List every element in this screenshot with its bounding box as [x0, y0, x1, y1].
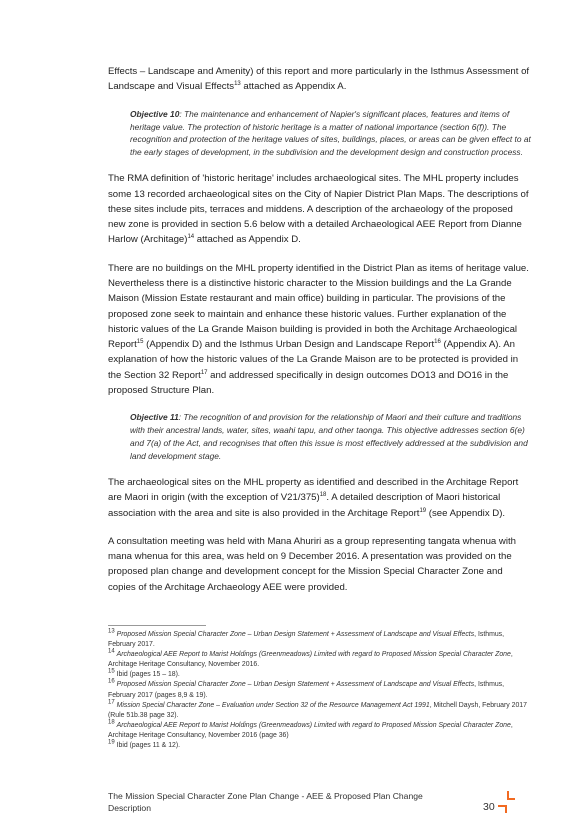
footnote-detail: , Mitchell Daysh, February 2017 (Rule 51b.38 page 32).	[108, 701, 527, 719]
footnote-number: 18	[108, 719, 115, 726]
paragraph-2	[108, 171, 532, 247]
footnote-title: Mission Special Character Zone – Evaluation under Section 32 of the Resource Management Act 1991	[116, 701, 430, 709]
body-content	[108, 64, 532, 608]
footnote-ref-18: 18	[319, 492, 327, 499]
footnote-ref-14: 14	[187, 234, 195, 241]
footnote-15	[108, 670, 532, 680]
footnote-number: 14	[108, 648, 115, 655]
footnote-number: 17	[108, 699, 115, 706]
paragraph-1	[108, 64, 532, 95]
footnote-title: Archaeological AEE Report to Marist Holdings (Greenmeadows) Limited with regard to Proposed Mission Special Character Zone	[116, 721, 511, 729]
paragraph-3	[108, 261, 532, 399]
footnote-ref-15: 15	[136, 339, 144, 345]
objective-11	[130, 411, 532, 463]
corner-mark-icon	[496, 791, 518, 813]
objective-11-text: : The recognition of and provision for the relationship of Maori and their culture and traditions with their ancestral lands, water, sites, waahi tapu, and other taonga. This objective addresses section 6(e) and 7(a) of the Act, and recognises that often this issue is most effectively addressed at the subdivision and land development stage.	[130, 412, 528, 462]
objective-10	[130, 108, 532, 160]
footnote-title: Proposed Mission Special Character Zone – Urban Design Statement + Assessment of Landscape and Visual Effects	[116, 681, 475, 689]
footnote-detail: , Architage Heritage Consultancy, November 2016.	[108, 651, 513, 669]
footnote-number: 19	[108, 739, 115, 746]
paragraph-2-text: The RMA definition of 'historic heritage' includes archaeological sites. The MHL property includes some 13 recorded archaeological sites on the City of Napier District Plan Maps. The descriptions of these sites include pits, terraces and middens. A description of the archaeology of the proposed new zone is provided in section 5.6 below with a detailed Archaeological AEE Report from Dianne Harlow (Architage)	[108, 173, 529, 246]
paragraph-3-text-a: There are no buildings on the MHL property identified in the District Plan as items of heritage value. Nevertheless there is a distinctive historic character to the Mission buildings and the La Grande Maison (Mission Estate restaurant and main office) building in particular. The provisions of the proposed zone seek to maintain and enhance these historic values. Further explanation of the historic values of the La Grande Maison building is provided in both the Architage Archaeological Report	[108, 262, 529, 351]
footnote-detail: , Isthmus, February 2017 (pages 8,9 & 19).	[108, 681, 505, 699]
footnote-ref-19: 19	[419, 507, 427, 514]
paragraph-4	[108, 475, 532, 521]
paragraph-4-text-a: The archaeological sites on the MHL property as identified and described in the Architage Report are Maori in origin (with the exception of V21/375)	[108, 477, 519, 504]
footnote-13	[108, 630, 532, 650]
footnote-detail: , Architage Heritage Consultancy, November 2016 (page 36)	[108, 721, 513, 739]
footnote-ref-16: 16	[434, 339, 441, 345]
footnote-16	[108, 680, 532, 700]
footnote-17	[108, 701, 532, 721]
footnote-14	[108, 650, 532, 670]
footnote-detail: Ibid (pages 11 & 12).	[116, 742, 181, 750]
footnote-detail: Ibid (pages 15 – 18).	[116, 671, 180, 679]
objective-10-text: : The maintenance and enhancement of Napier's significant places, features and items of heritage value. The protection of historic heritage is a matter of national importance (section 6(f)). The recognition and protection of the heritage values of sites, buildings, places, or areas can be given effect to at the early stages of development, in the subdivision and the development design and construction process.	[130, 108, 531, 158]
footnote-ref-17: 17	[200, 369, 208, 376]
footnote-number: 13	[108, 628, 115, 635]
paragraph-4-text-b: . A detailed description of Maori historical association with the area and site is also provided in the Architage Report	[108, 492, 501, 519]
footnote-title: Proposed Mission Special Character Zone – Urban Design Statement + Assessment of Landscape and Visual Effects	[116, 631, 475, 638]
footnotes	[108, 630, 532, 751]
paragraph-1-end: attached as Appendix A.	[240, 81, 347, 93]
paragraph-4-text-c: (see Appendix D).	[426, 507, 506, 519]
paragraph-3-text-c: (Appendix A). An explanation of how the historic values of the La Grande Maison are to be protected is provided in the Section 32 Report	[108, 339, 519, 381]
footnote-title: Archaeological AEE Report to Marist Holdings (Greenmeadows) Limited with regard to Proposed Mission Special Character Zone	[116, 651, 511, 659]
paragraph-3-text-d: and addressed specifically in design outcomes DO13 and DO16 in the proposed Structure Plan.	[108, 369, 509, 397]
objective-10-label: Objective 10	[130, 108, 180, 119]
page-footer	[108, 791, 532, 814]
footnote-number: 15	[108, 669, 115, 676]
paragraph-3-text-b: (Appendix D) and the Isthmus Urban Design and Landscape Report	[143, 339, 435, 351]
footnote-number: 16	[108, 679, 115, 686]
footer-title: The Mission Special Character Zone Plan Change - AEE & Proposed Plan Change Description	[108, 791, 423, 813]
footnote-divider	[108, 625, 206, 626]
footnote-ref-13: 13	[234, 81, 241, 88]
objective-11-label: Objective 11	[130, 412, 179, 423]
footnote-19	[108, 741, 532, 751]
paragraph-5: A consultation meeting was held with Mana Ahuriri as a group representing tangata whenua with mana whenua for this area, was held on 9 December 2016. A presentation was provided on the proposed plan change and development concept for the Mission Special Character Zone and copies of the Architage Archaeology AEE were provided.	[108, 535, 516, 593]
paragraph-1-text: Effects – Landscape and Amenity) of this report and more particularly in the Isthmus Assessment of Landscape and Visual Effects	[108, 66, 530, 93]
paragraph-2-end: attached as Appendix D.	[194, 234, 301, 246]
footnote-18	[108, 721, 532, 741]
page-number: 30	[483, 801, 495, 813]
footnote-detail: , Isthmus, February 2017.	[108, 631, 505, 649]
